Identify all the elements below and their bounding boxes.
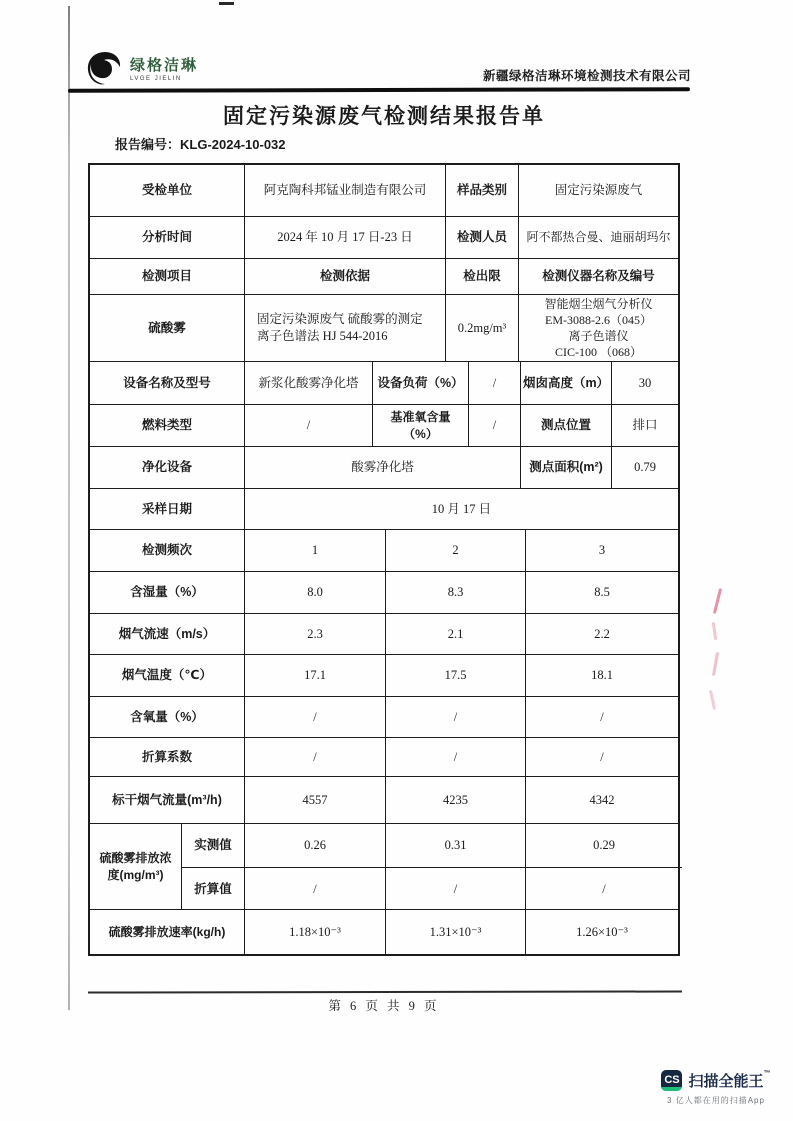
table-row-column-headers	[90, 259, 678, 295]
coefficient-1: /	[245, 738, 386, 776]
page-title: 固定污染源废气检测结果报告单	[223, 105, 545, 128]
red-ink-bleed-mark	[712, 652, 719, 676]
oxygen-3: /	[600, 709, 604, 724]
oxygen-2: /	[386, 697, 526, 737]
point-area-value: 0.79	[634, 460, 656, 475]
stack-height-label: 烟囱高度（m）	[521, 362, 612, 404]
humidity-3: 8.5	[594, 585, 610, 600]
fuel-value: /	[245, 405, 373, 446]
concentration-subrows	[182, 824, 682, 909]
table-row-rate	[90, 910, 678, 954]
sulfuric-item: 硫酸雾	[90, 295, 245, 361]
temperature-label: 烟气温度（℃）	[90, 655, 245, 696]
point-position-label: 测点位置	[521, 405, 612, 446]
sulfuric-limit: 0.2mg/m³	[446, 295, 519, 361]
flow-label: 标干烟气流量(m³/h)	[90, 777, 245, 823]
footer-rule	[88, 990, 682, 993]
logo-name-en: LVGE JIELIN	[130, 76, 182, 82]
equipment-value: 新浆化酸雾净化塔	[245, 362, 373, 404]
humidity-2: 8.3	[386, 572, 526, 613]
camscanner-trademark: ™	[763, 1070, 771, 1077]
sample-type-label: 样品类别	[446, 165, 519, 216]
table-row-equipment	[90, 362, 678, 405]
frequency-label: 检测频次	[90, 530, 245, 571]
table-row-fuel	[90, 405, 678, 447]
limit-header: 检出限	[446, 259, 519, 294]
coefficient-3: /	[600, 749, 604, 764]
measured-1: 0.26	[245, 824, 386, 867]
report-number-line	[115, 134, 286, 153]
frequency-2: 2	[386, 530, 526, 571]
flow-1: 4557	[245, 777, 386, 823]
table-row-frequency	[90, 530, 678, 572]
velocity-3: 2.2	[594, 626, 610, 641]
instrument-line3: 离子色谱仪	[568, 329, 629, 343]
rate-1: 1.18×10⁻³	[245, 910, 386, 954]
table-row-humidity	[90, 572, 678, 614]
purify-value: 酸雾净化塔	[245, 447, 521, 488]
velocity-label: 烟气流速（m/s）	[90, 614, 245, 654]
table-row-analysis-time	[90, 217, 678, 259]
purify-label: 净化设备	[90, 447, 245, 488]
table-row-coefficient	[90, 738, 678, 777]
rate-3: 1.26×10⁻³	[576, 924, 628, 939]
load-value: /	[469, 362, 521, 404]
table-row-sampling-date	[90, 489, 678, 530]
flow-2: 4235	[386, 777, 526, 823]
converted-1: /	[245, 868, 386, 910]
load-label: 设备负荷（%）	[373, 362, 469, 404]
flow-3: 4342	[589, 792, 615, 807]
camscanner-icon-text: CS	[664, 1073, 680, 1086]
unit-value: 阿克陶科邦锰业制造有限公司	[245, 165, 446, 216]
oxygen-ref-label: 基准氧含量（%）	[373, 405, 469, 446]
instrument-line4: CIC-100 （068）	[554, 345, 642, 360]
camscanner-watermark	[651, 1070, 781, 1106]
sample-type-value: 固定污染源废气	[554, 183, 643, 198]
humidity-label: 含湿量（%）	[90, 572, 245, 613]
result-table	[88, 163, 680, 956]
camscanner-tagline: 3 亿人都在用的扫描App	[667, 1096, 765, 1105]
humidity-1: 8.0	[245, 572, 386, 613]
temperature-1: 17.1	[245, 655, 386, 696]
company-name: 新疆绿格洁琳环境检测技术有限公司	[482, 69, 691, 83]
frequency-3: 3	[598, 543, 606, 558]
temperature-3: 18.1	[591, 668, 613, 683]
basis-header: 检测依据	[245, 259, 446, 294]
coefficient-label: 折算系数	[90, 738, 245, 776]
table-row-temperature	[90, 655, 678, 697]
sulfuric-basis	[245, 295, 446, 361]
report-number-value: KLG-2024-10-032	[180, 137, 286, 152]
converted-3: /	[602, 881, 606, 896]
oxygen-1: /	[245, 697, 386, 737]
logo-text	[130, 54, 198, 82]
red-ink-bleed-mark	[712, 622, 717, 640]
stack-height-value: 30	[638, 375, 652, 390]
camscanner-name-text: 扫描全能王	[688, 1073, 764, 1090]
table-row-velocity	[90, 614, 678, 655]
fuel-label: 燃料类型	[90, 405, 245, 446]
frequency-1: 1	[245, 530, 386, 571]
table-row-unit	[90, 165, 678, 217]
table-row-purify	[90, 447, 678, 489]
oxygen-ref-value: /	[469, 405, 521, 446]
equipment-label: 设备名称及型号	[90, 362, 245, 404]
instrument-line1: 智能烟尘烟气分析仪	[544, 296, 653, 311]
table-row-sulfuric-mist	[90, 295, 678, 362]
sampling-date-label: 采样日期	[90, 489, 245, 529]
red-ink-bleed-mark	[709, 690, 716, 710]
measured-subrow	[182, 824, 682, 868]
velocity-1: 2.3	[245, 614, 386, 654]
sulfuric-basis-line1: 固定污染源废气 硫酸雾的测定	[257, 312, 423, 327]
report-number-label: 报告编号：	[115, 137, 181, 152]
camscanner-logo-row	[651, 1070, 781, 1091]
scan-artifact-mark	[219, 2, 234, 5]
oxygen-label: 含氧量（%）	[90, 697, 245, 737]
item-header: 检测项目	[90, 259, 245, 294]
sulfuric-instrument	[519, 295, 678, 361]
red-ink-bleed-mark	[713, 588, 722, 614]
rate-2: 1.31×10⁻³	[386, 910, 526, 954]
table-row-concentration	[90, 824, 678, 910]
sulfuric-basis-line2: 离子色谱法 HJ 544-2016	[257, 329, 388, 343]
concentration-label: 硫酸雾排放浓度(mg/m³)	[90, 824, 182, 909]
camscanner-icon	[661, 1070, 682, 1091]
logo-swirl-icon	[85, 48, 125, 88]
instrument-line2: EM-3088-2.6（045）	[545, 312, 652, 327]
unit-label: 受检单位	[90, 165, 245, 216]
personnel-label: 检测人员	[446, 217, 519, 258]
point-area-label: 测点面积(m²)	[521, 447, 612, 488]
personnel-value: 阿不都热合曼、迪丽胡玛尔	[526, 230, 671, 245]
sampling-date-value: 10 月 17 日	[431, 501, 492, 516]
table-row-flow	[90, 777, 678, 824]
analysis-time-label: 分析时间	[90, 217, 245, 258]
velocity-2: 2.1	[386, 614, 526, 654]
company-logo	[85, 48, 198, 88]
instrument-header: 检测仪器名称及编号	[542, 269, 655, 284]
measured-label: 实测值	[182, 824, 245, 867]
measured-3: 0.29	[593, 838, 615, 853]
coefficient-2: /	[386, 738, 526, 776]
page-number: 第 6 页 共 9 页	[328, 999, 440, 1013]
header-rule	[68, 87, 690, 93]
camscanner-name	[688, 1070, 770, 1091]
scan-edge-line	[68, 6, 70, 1010]
point-position-value: 排口	[632, 418, 658, 433]
temperature-2: 17.5	[386, 655, 526, 696]
analysis-time-value: 2024 年 10 月 17 日-23 日	[245, 217, 446, 258]
logo-name-cn: 绿格洁琳	[130, 57, 199, 74]
converted-subrow	[182, 868, 682, 910]
table-row-oxygen	[90, 697, 678, 738]
converted-2: /	[386, 868, 526, 910]
converted-label: 折算值	[182, 868, 245, 910]
rate-label: 硫酸雾排放速率(kg/h)	[90, 910, 245, 954]
measured-2: 0.31	[386, 824, 526, 867]
